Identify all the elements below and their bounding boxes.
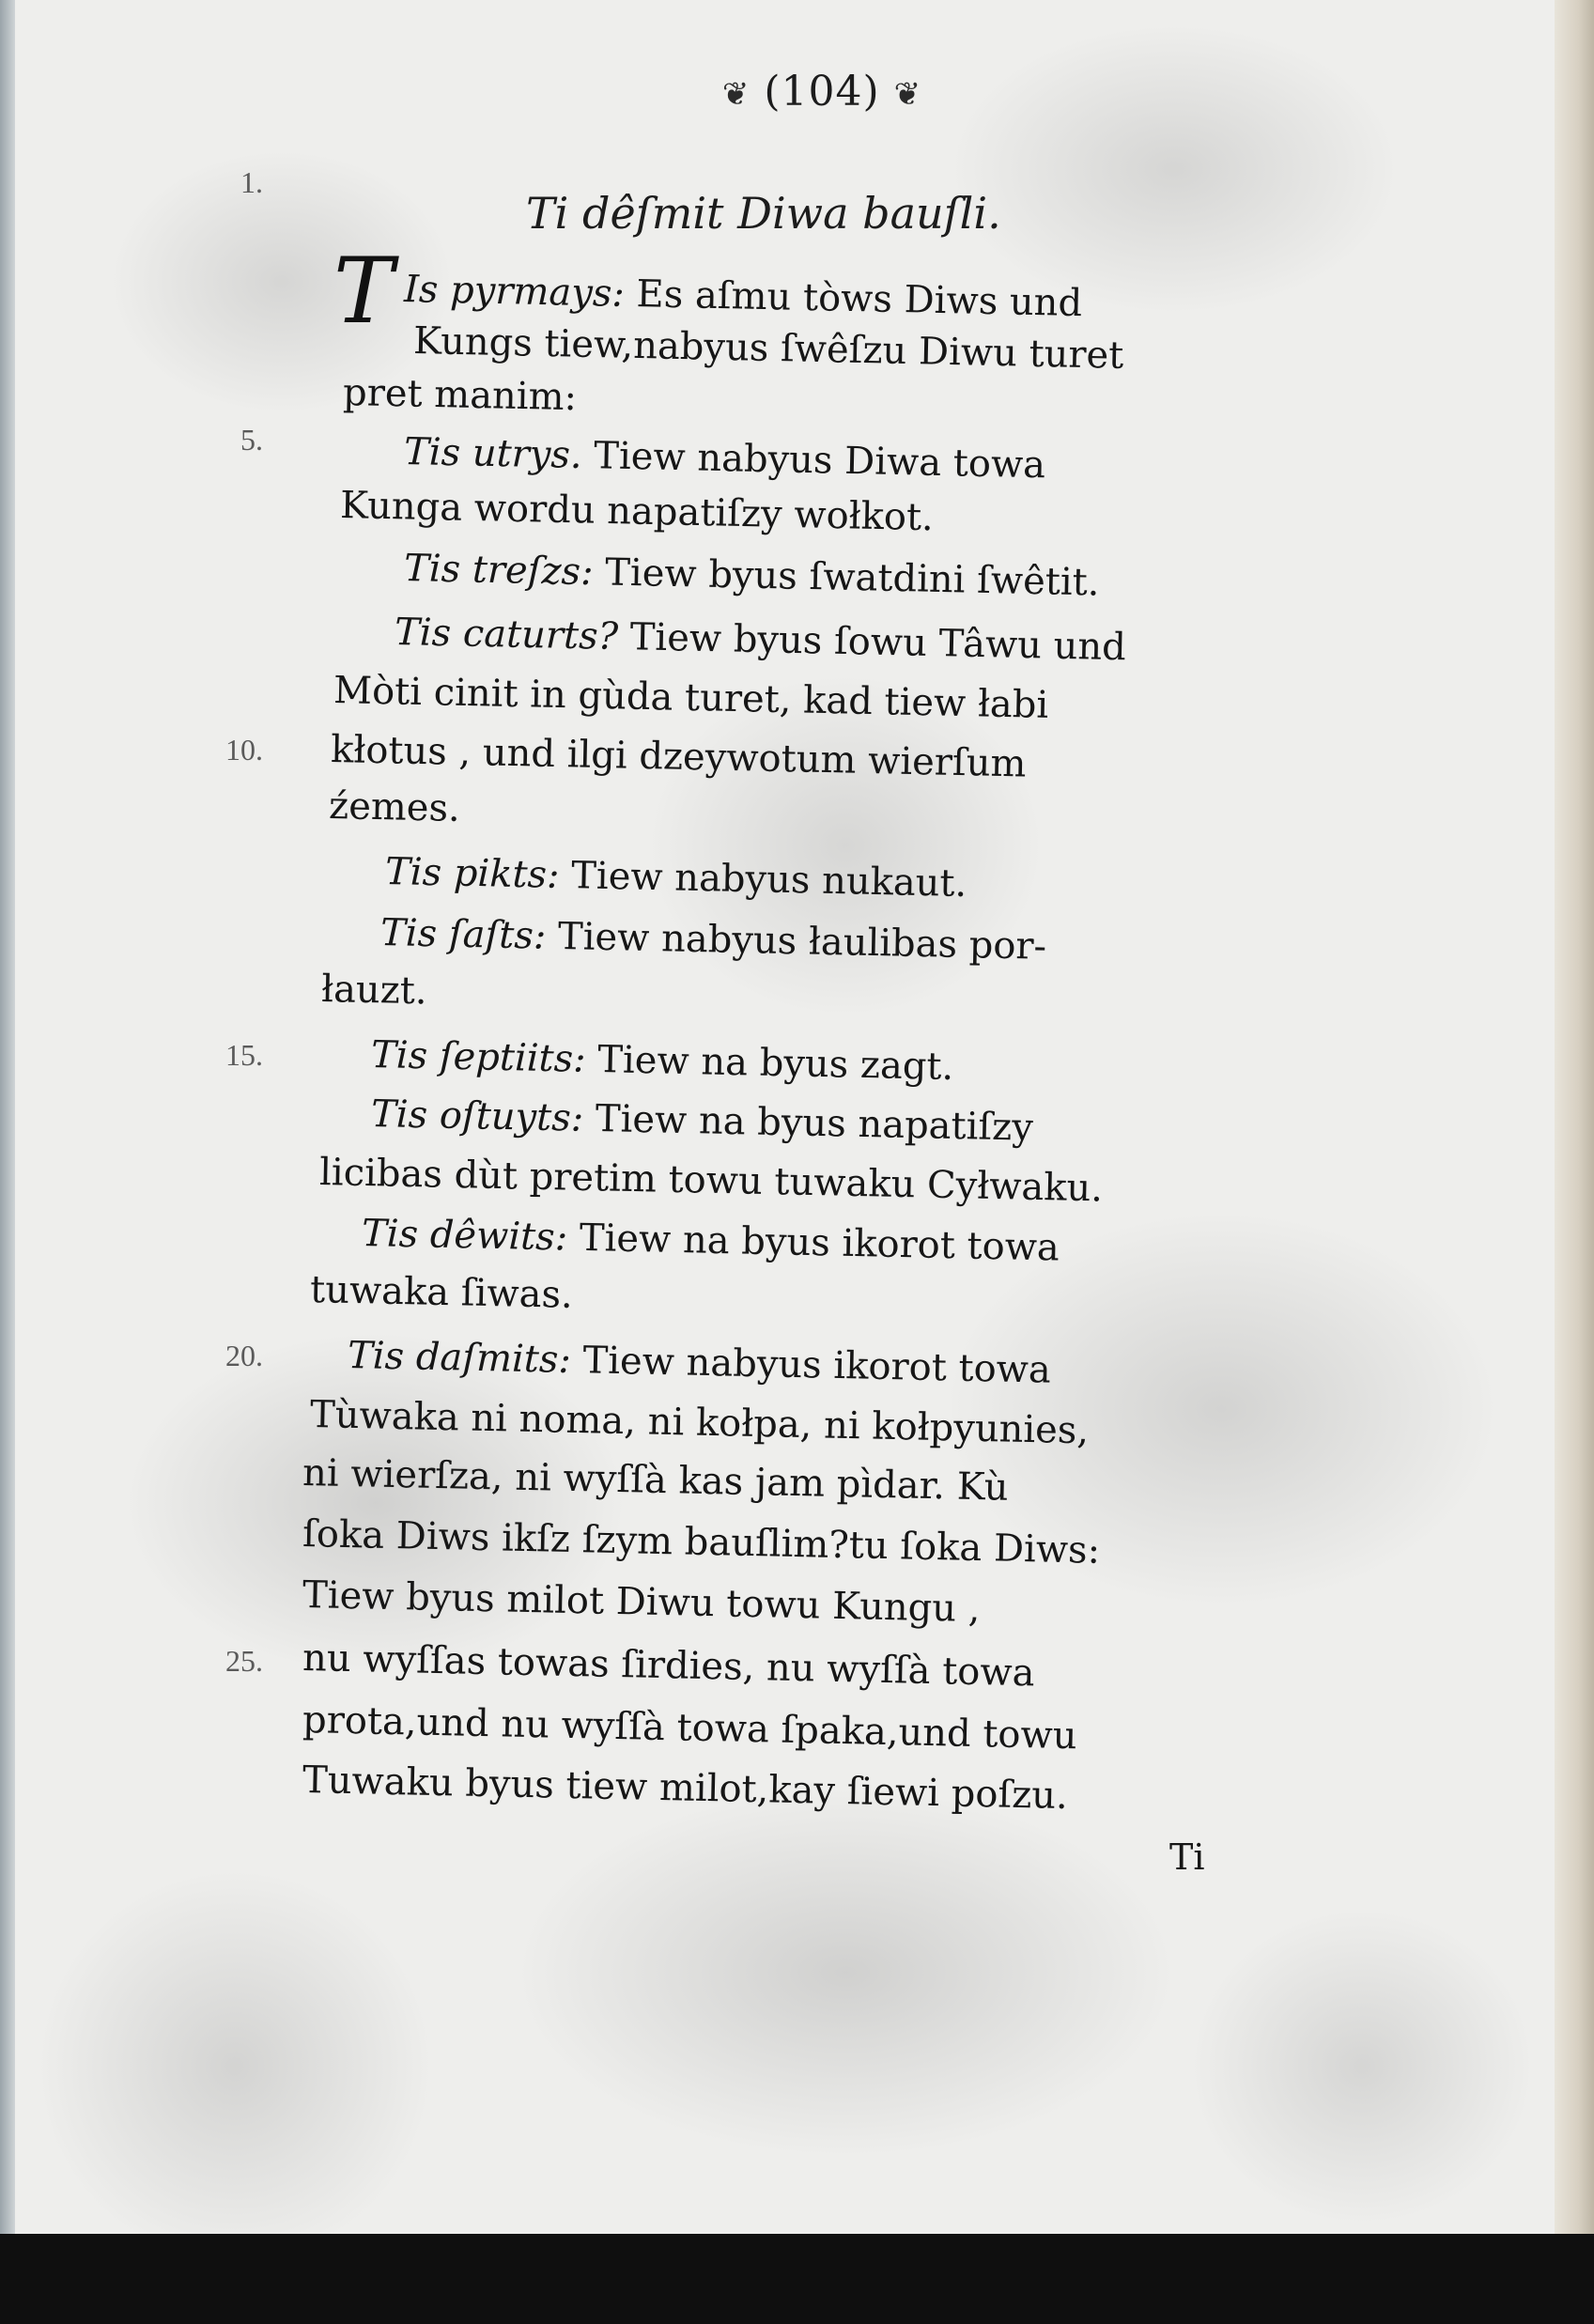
text-line: Tiew byus milot Diwu towu Kungu , — [302, 1573, 981, 1632]
text-line: Tis dêwits: Tiew na byus ikorot towa — [361, 1212, 1060, 1270]
binding-edge — [0, 0, 15, 2234]
catchword: Ti — [1169, 1836, 1205, 1878]
text-line: Kungs tiew,nabyus ſwêſzu Diwu turet — [412, 319, 1124, 378]
page-header — [653, 68, 991, 120]
text-line: Tis utrys. Tiew nabyus Diwa towa — [403, 430, 1046, 488]
text-line: kłotus , und ilgi dzeywotum wierſum — [330, 728, 1027, 786]
text-line: Tis caturts? Tiew byus ſowu Tâwu und — [394, 611, 1127, 670]
text-line: prota,und nu wyſſà towa ſpaka,und towu — [302, 1698, 1078, 1758]
line-number: 5. — [240, 423, 263, 457]
ornament-left-icon: ❦ — [721, 75, 751, 114]
page-edge-right — [1555, 0, 1594, 2234]
text-line: Tuwaku byus tiew milot,kay ſiewi poſzu. — [302, 1758, 1069, 1819]
drop-cap: T — [333, 239, 395, 344]
text-line: nu wyſſas towas ſirdies, nu wyſſà towa — [302, 1636, 1035, 1696]
text-line: Is pyrmays: Es aſmu tòws Diws und — [403, 268, 1083, 326]
text-line: Tùwaka ni noma, ni kołpa, ni kołpyunies, — [309, 1393, 1090, 1453]
line-number: 15. — [225, 1038, 263, 1072]
scan-background-strip — [0, 2234, 1594, 2324]
line-number: 20. — [225, 1339, 263, 1372]
text-line: źemes. — [328, 784, 461, 830]
text-line: Tis ſaſts: Tiew nabyus łaulibas por- — [379, 911, 1047, 968]
line-number: 10. — [225, 733, 263, 767]
text-line: Tis oſtuyts: Tiew na byus napatiſzy — [370, 1092, 1034, 1150]
line-number: 1. — [240, 165, 263, 199]
text-line: Mòti cinit in gùda turet, kad tiew łabi — [333, 669, 1049, 727]
text-line: ni wierſza, ni wyſſà kas jam pìdar. Kù — [302, 1451, 1009, 1510]
line-number: 25. — [225, 1644, 263, 1678]
text-line: ſoka Diws ikſz ſzym bauſlim?tu ſoka Diws: — [302, 1512, 1101, 1573]
text-line: Tis daſmits: Tiew nabyus ikorot towa — [347, 1334, 1052, 1392]
ornament-right-icon: ❦ — [893, 75, 922, 114]
text-line: tuwaka ſiwas. — [309, 1268, 574, 1317]
text-line: Tis pikts: Tiew nabyus nukaut. — [384, 850, 967, 906]
text-line: łauzt. — [320, 968, 428, 1014]
text-line: pret manim: — [342, 371, 578, 420]
page-number: (104) — [764, 68, 880, 116]
section-title: Ti dêſmit Diwa bauſli. — [526, 188, 1001, 239]
text-line: Tis treſzs: Tiew byus ſwatdini ſwêtit. — [403, 547, 1100, 605]
text-line: Tis ſeptiits: Tiew na byus zagt. — [370, 1033, 954, 1089]
text-line: licibas dùt pretim towu tuwaku Cyłwaku. — [318, 1151, 1104, 1211]
text-line: Kunga wordu napatiſzy wołkot. — [339, 484, 935, 540]
